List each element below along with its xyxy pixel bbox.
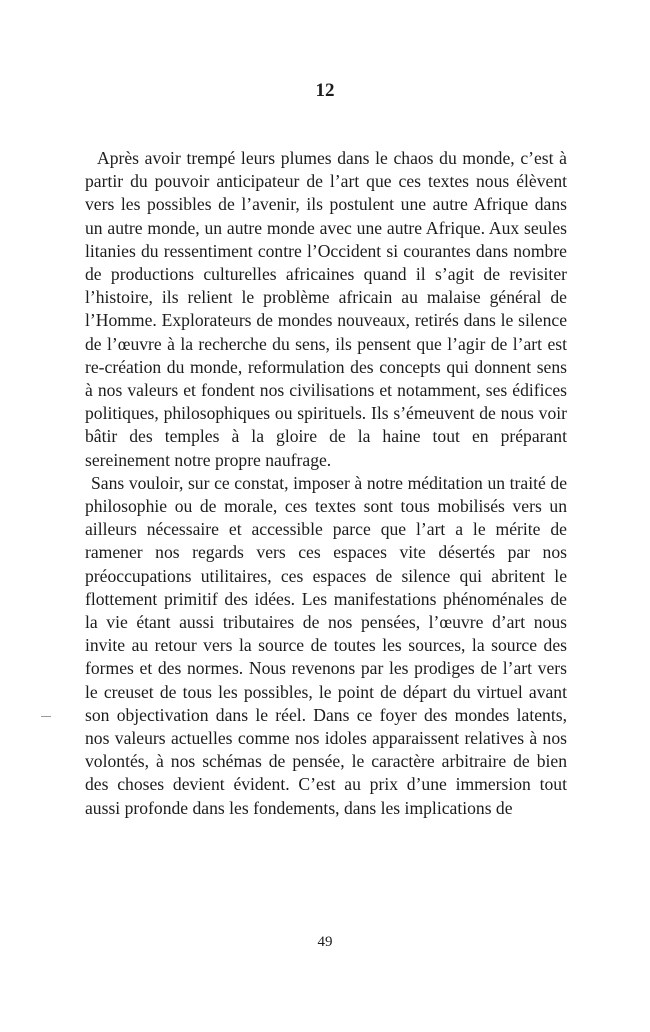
page-number: 49: [317, 934, 333, 950]
body-text: [85, 147, 567, 820]
paragraph-2: Sans vouloir, sur ce constat, imposer à notre méditation un traité de philosophie ou de morale, ces textes sont tous mobilisés vers un ailleurs nécessaire et accessible parce que l’art a le mérite de ramener nos regards vers ces espaces vite désertés par nos préoccupations utilitaires, ces espaces de silence qui abritent le flottement primitif des idées. Les manifestations phénoménales de la vie étant aussi tributaires de nos pensées, l’œuvre d’art nous invite au retour vers la source de toutes les sources, la source des formes et des normes. Nous revenons par les prodiges de l’art vers le creuset de tous les possibles, le point de départ du virtuel avant son objectivation dans le réel. Dans ce foyer des mondes latents, nos valeurs actuelles comme nos idoles apparaissent relatives à nos volontés, à nos schémas de pensée, le caractère arbitraire de bien des choses devient évident. C’est au prix d’une immersion tout aussi profonde dans les fondements, dans les implications de: [85, 472, 567, 818]
paragraph-1: Après avoir trempé leurs plumes dans le chaos du monde, c’est à partir du pouvoir anticipateur de l’art que ces textes nous élèvent vers les possibles de l’avenir, ils postulent une autre Afrique dans un autre monde, un autre monde avec une autre Afrique. Aux seules litanies du ressentiment contre l’Occident si courantes dans nombre de productions culturelles africaines quand il s’agit de revisiter l’histoire, ils relient le problème africain au malaise général de l’Homme. Explorateurs de mondes nouveaux, retirés dans le silence de l’œuvre à la recherche du sens, ils pensent que l’agir de l’art est re-création du monde, reformulation des concepts qui donnent sens à nos valeurs et fondent nos civilisations et notamment, ses édifices politiques, philosophiques ou spirituels. Ils s’émeuvent de nous voir bâtir des temples à la gloire de la haine tout en préparant sereinement notre propre naufrage.: [85, 148, 567, 470]
chapter-number: 12: [315, 80, 335, 101]
margin-mark: [41, 716, 51, 717]
